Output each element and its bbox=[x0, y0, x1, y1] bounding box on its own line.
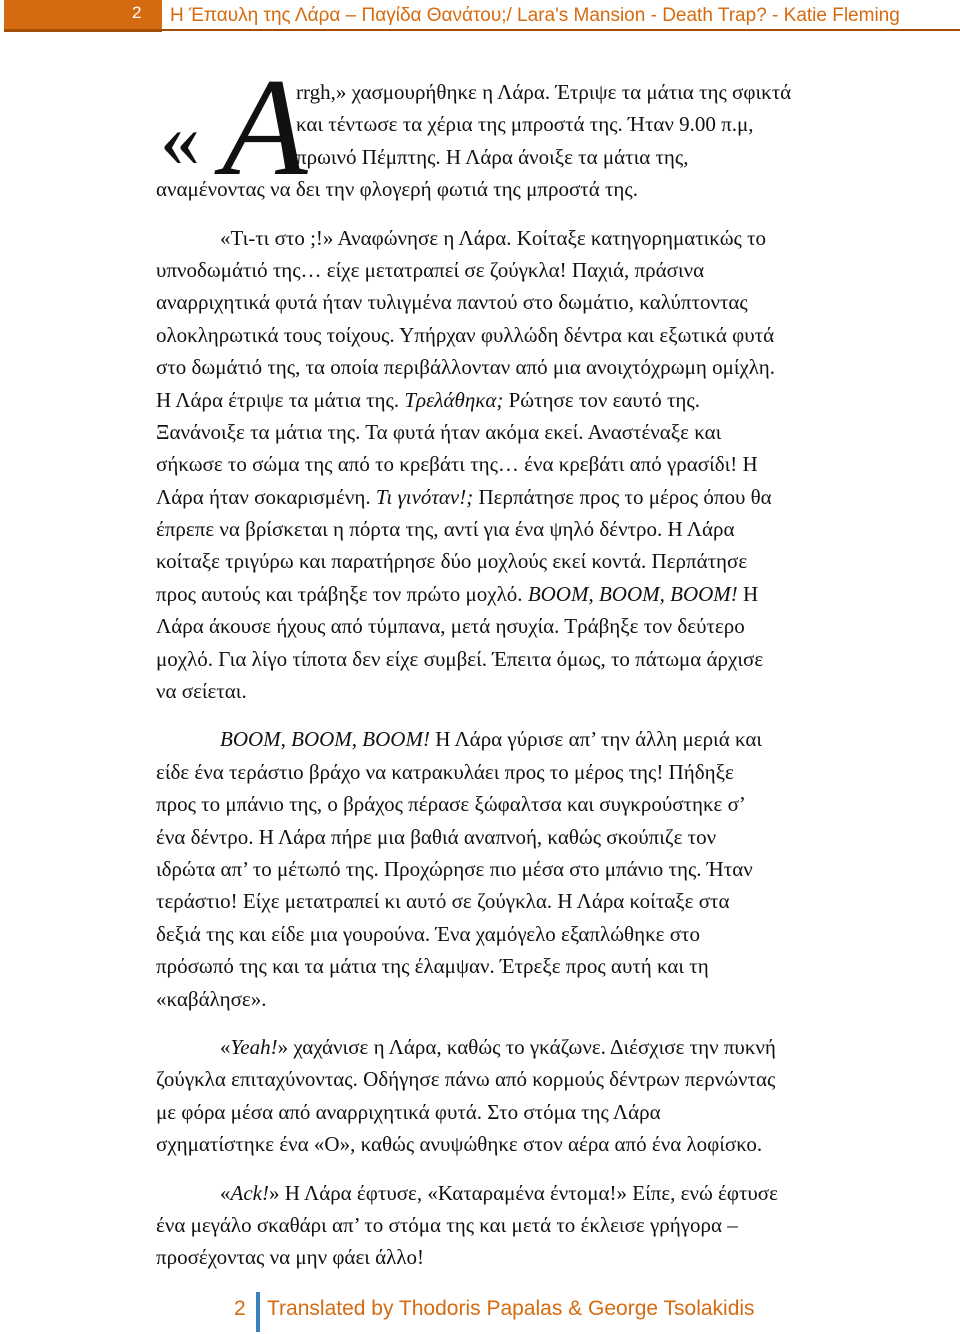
body-text bbox=[156, 76, 886, 1274]
text-line: «καβάλησε». bbox=[156, 986, 267, 1011]
footer-page-number: 2 bbox=[234, 1297, 246, 1320]
text-line: με φόρα μέσα από αναρριχητικά φυτά. Στο στόμα της Λάρα bbox=[156, 1099, 661, 1124]
text-line: αναμένοντας να δει την φλογερή φωτιά της μπροστά της. bbox=[156, 177, 638, 202]
italic-sound: BOOM, BOOM, BOOM! bbox=[527, 581, 738, 606]
text-line: υπνοδωμάτιό της… είχε μετατραπεί σε ζούγκλα! Παχιά, πράσινα bbox=[156, 257, 705, 282]
text-line: ένα δέντρο. Η Λάρα πήρε μια βαθιά αναπνοή, καθώς σκούπιζε τον bbox=[156, 824, 717, 849]
text-span: » Η Λάρα έφτυσε, «Καταραμένα έντομα!» Είπε, ενώ έφτυσε bbox=[268, 1180, 778, 1205]
footer-divider bbox=[256, 1292, 260, 1332]
text-line: rrgh,» χασμουρήθηκε η Λάρα. Έτριψε τα μάτια της σφικτά bbox=[296, 80, 792, 104]
dropcap-guillemet: « bbox=[160, 96, 200, 184]
text-span: « bbox=[220, 1180, 231, 1205]
text-line: να σείεται. bbox=[156, 679, 247, 704]
text-line: πρωινό Πέμπτης. Η Λάρα άνοιξε τα μάτια της, bbox=[296, 144, 689, 169]
text-line: στο δωμάτιό της, τα οποία περιβάλλονταν από μια ανοιχτόχρωμη ομίχλη. bbox=[156, 355, 776, 380]
italic-thought: Τρελάθηκα; bbox=[404, 387, 504, 412]
italic-sound: BOOM, BOOM, BOOM! bbox=[220, 727, 430, 752]
header-rule bbox=[4, 29, 960, 31]
header-title: Η Έπαυλη της Λάρα – Παγίδα Θανάτου;/ Lara's Mansion - Death Trap? - Katie Fleming bbox=[170, 5, 900, 26]
header-page-number: 2 bbox=[132, 3, 142, 22]
text-line: τεράστιο! Είχε μετατραπεί κι αυτό σε ζούγκλα. Η Λάρα κοίταξε στα bbox=[156, 889, 730, 914]
text-line: δεξιά της και είδε μια γουρούνα. Ένα χαμόγελο εξαπλώθηκε στο bbox=[156, 921, 700, 946]
text-span: » χαχάνισε η Λάρα, καθώς το γκάζωνε. Διέσχισε την πυκνή bbox=[277, 1034, 776, 1059]
text-line bbox=[156, 384, 886, 416]
text-line bbox=[156, 1031, 886, 1063]
text-line: είδε ένα τεράστιο βράχο να κατρακυλάει προς το μέρος της! Πήδηξε bbox=[156, 759, 734, 784]
text-line: ένα μεγάλο σκαθάρι απ’ το στόμα της και μετά το έκλεισε γρήγορα – bbox=[156, 1212, 738, 1237]
text-line bbox=[156, 578, 886, 610]
text-line: έπρεπε να βρίσκεται η πόρτα της, αντί για ένα ψηλό δέντρο. Η Λάρα bbox=[156, 517, 735, 542]
text-line: ολοκληρωτικά τους τοίχους. Υπήρχαν φυλλώδη δέντρα και εξωτικά φυτά bbox=[156, 322, 775, 347]
footer-credit: Translated by Thodoris Papalas & George Tsolakidis bbox=[267, 1297, 755, 1320]
text-span: Λάρα ήταν σοκαρισμένη. bbox=[156, 484, 376, 509]
text-line: κοίταξε τριγύρω και παρατήρησε δύο μοχλούς εκεί κοντά. Περπάτησε bbox=[156, 549, 748, 574]
text-line: ζούγκλα επιταχύνοντας. Οδήγησε πάνω από κορμούς δέντρων περνώντας bbox=[156, 1067, 776, 1092]
text-span: προς αυτούς και τράβηξε τον πρώτο μοχλό. bbox=[156, 581, 528, 606]
text-span: Η bbox=[737, 581, 759, 606]
italic-exclamation: Ack! bbox=[230, 1180, 269, 1205]
text-line: μοχλό. Για λίγο τίποτα δεν είχε συμβεί. Έπειτα όμως, το πάτωμα άρχισε bbox=[156, 646, 764, 671]
italic-thought: Τι γινόταν!; bbox=[375, 484, 474, 509]
text-line: και τέντωσε τα χέρια της μπροστά της. Ήταν 9.00 π.μ, bbox=[296, 112, 754, 137]
text-line: Λάρα άκουσε ήχους από τύμπανα, μετά ησυχία. Τράβηξε τον δεύτερο bbox=[156, 614, 745, 639]
text-line: σχηματίστηκε ένα «Ο», καθώς ανυψώθηκε στον αέρα από ένα λοφίσκο. bbox=[156, 1132, 763, 1157]
text-line: αναρριχητικά φυτά ήταν τυλιγμένα παντού στο δωμάτιο, καλύπτοντας bbox=[156, 290, 748, 315]
text-line: Ξανάνοιξε τα μάτια της. Τα φυτά ήταν ακόμα εκεί. Αναστέναξε και bbox=[156, 419, 722, 444]
dropcap-letter: A bbox=[222, 50, 308, 205]
text-line bbox=[156, 481, 886, 513]
text-line bbox=[156, 1177, 886, 1209]
text-span: « bbox=[220, 1034, 231, 1059]
text-span: Η Λάρα γύρισε απ’ την άλλη μεριά και bbox=[429, 727, 762, 752]
text-span: Ρώτησε τον εαυτό της. bbox=[503, 387, 700, 412]
text-line: ιδρώτα απ’ το μέτωπό της. Προχώρησε πιο μέσα στο μπάνιο της. Ήταν bbox=[156, 856, 753, 881]
text-line: «Τι-τι στο ;!» Αναφώνησε η Λάρα. Κοίταξε κατηγορηματικώς το bbox=[220, 225, 767, 250]
text-line bbox=[156, 723, 886, 755]
text-span: Η Λάρα έτριψε τα μάτια της. bbox=[156, 387, 405, 412]
page-header bbox=[4, 0, 960, 32]
text-line: προς το μπάνιο της, ο βράχος πέρασε ξώφαλτσα και συγκρούστηκε σ’ bbox=[156, 792, 746, 817]
text-line: πρόσωπό της και τα μάτια της έλαμψαν. Έτρεξε προς αυτή και τη bbox=[156, 954, 709, 979]
text-line: σήκωσε το σώμα της από το κρεβάτι της… ένα κρεβάτι από γρασίδι! Η bbox=[156, 452, 758, 477]
text-span: Περπάτησε προς το μέρος όπου θα bbox=[473, 484, 772, 509]
page-number-box bbox=[4, 0, 162, 32]
italic-exclamation: Yeah! bbox=[230, 1034, 278, 1059]
text-line: προσέχοντας να μην φάει άλλο! bbox=[156, 1245, 425, 1270]
